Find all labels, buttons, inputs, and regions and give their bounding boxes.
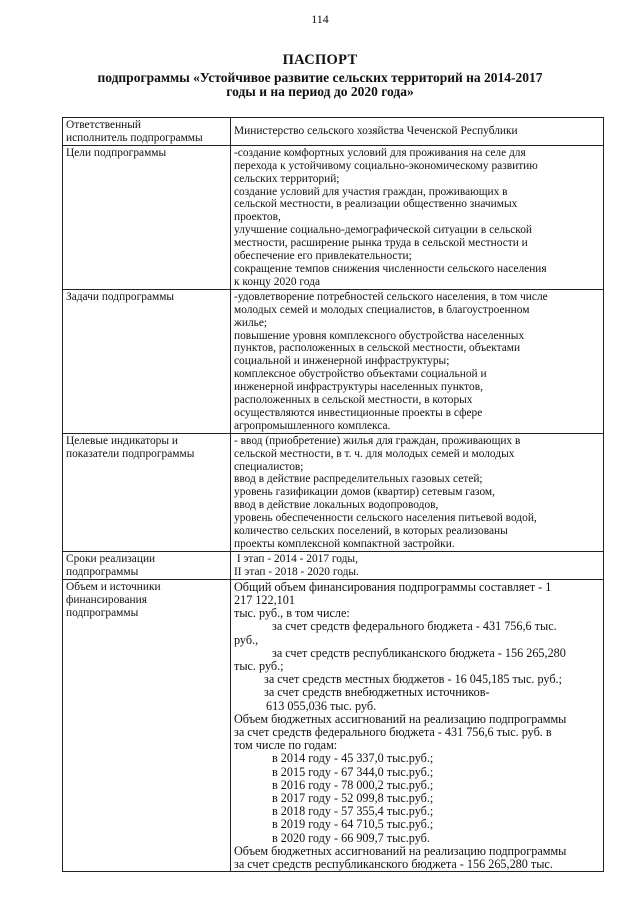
label-line: подпрограммы [66,565,139,578]
text-line: сельской местности, в реализации общественно значимых [234,198,518,211]
label-line: подпрограммы [66,606,139,619]
label-tasks [63,289,231,433]
text-line: создание условий для участия граждан, проживающих в [234,185,508,198]
text-line: уровень газификации домов (квартир) сетевым газом, [234,486,495,499]
content-funding [231,579,604,871]
row-responsible [63,118,604,146]
text-line: сельских территорий; [234,172,340,185]
text-line: социальной и инженерной инфраструктуры; [234,355,450,368]
text-line: к концу 2020 года [234,275,321,288]
text-line: специалистов; [234,460,304,473]
year-line: в 2019 году - 64 710,5 тыс.руб.; [272,818,434,832]
text-line: сокращение темпов снижения численности сельского населения [234,262,547,275]
text-line: агропромышленного комплекса. [234,419,391,432]
subtitle-line: подпрограммы «Устойчивое развитие сельских территорий на 2014-2017 [97,71,543,85]
document-title: ПАСПОРТ [282,52,358,68]
text-line: количество сельских поселений, в которых реализованы [234,525,508,538]
text-line: местности, расширение рынка труда в сельской местности и [234,237,528,250]
page-number: 114 [311,12,329,26]
label-line: Целевые индикаторы и [66,434,178,447]
text-line: уровень обеспеченности сельского населения питьевой водой, [234,512,537,525]
label-funding [63,579,231,871]
label-line: Объем и источники [66,580,161,593]
passport-table [62,117,604,872]
text-line: пунктов, расположенных в сельской местности, объектами [234,342,521,355]
text-line: проекты комплексной компактной застройки. [234,538,455,550]
text-line: улучшение социально-демографической ситуации в сельской [234,224,533,237]
document-subtitle [60,71,580,99]
content-goals [231,145,604,289]
text-line: инженерной инфраструктуры населенных пунктов, [234,381,483,394]
text-line: -удовлетворение потребностей сельского населения, в том числе [234,290,548,303]
text-line: осуществляются инвестиционные проекты в сфере [234,406,483,419]
row-funding [63,579,604,871]
text-line: том числе по годам: [234,739,338,753]
text-line: Объем бюджетных ассигнований на реализацию подпрограммы [234,712,567,726]
content-responsible [231,118,604,146]
text-line: ввод в действие распределительных газовых сетей; [234,473,483,486]
text-line: повышение уровня комплексного обустройства населенных [234,329,525,342]
text-line: обеспечение его привлекательности; [234,250,412,263]
text-line: Объем бюджетных ассигнований на реализацию подпрограммы [234,844,567,858]
text-line: -создание комфортных условий для проживания на селе для [234,146,526,159]
row-terms [63,551,604,579]
text-line: за счет средств федерального бюджета - 431 756,6 тыс. [272,620,557,634]
label-line: Сроки реализации [66,552,156,565]
text-line: 613 055,036 тыс. руб. [266,699,377,713]
text-line: проектов, [234,211,281,224]
text-line: ввод в действие локальных водопроводов, [234,499,439,512]
content-tasks [231,289,604,433]
label-line: показатели подпрограммы [66,447,195,460]
label-indicators [63,433,231,551]
text-line: перехода к устойчивому социально-экономическому развитию [234,159,538,172]
text-line: Общий объем финансирования подпрограммы составляет - 1 [234,580,552,594]
text-line: II этап - 2018 - 2020 годы. [234,565,359,578]
text-line: жилье; [234,316,268,329]
subtitle-line: годы и на период до 2020 года» [226,85,414,99]
label-line: Цели подпрограммы [66,146,167,159]
label-line: Ответственный [66,119,142,131]
text-line: комплексное обустройство объектами социальной и [234,368,487,381]
row-tasks [63,289,604,433]
label-line: исполнитель подпрограммы [66,131,203,144]
text-line: тыс. руб., в том числе: [234,607,350,621]
text-line: за счет средств внебюджетных источников- [264,686,490,700]
year-line: в 2017 году - 52 099,8 тыс.руб.; [272,791,434,805]
text-line: за счет средств республиканского бюджета - 156 265,280 [272,646,566,660]
year-line: в 2016 году - 78 000,2 тыс.руб.; [272,778,434,792]
text-line: за счет средств республиканского бюджета - 156 265,280 тыс. [234,857,553,871]
year-line: в 2014 году - 45 337,0 тыс.руб.; [272,752,434,766]
label-goals [63,145,231,289]
label-terms [63,551,231,579]
text-line: - ввод (приобретение) жилья для граждан, проживающих в [234,434,521,447]
text-line: сельской местности, в т. ч. для молодых семей и молодых [234,447,515,460]
label-line: финансирования [66,593,147,606]
text-line: за счет средств федерального бюджета - 431 756,6 тыс. руб. в [234,725,552,739]
text-line: расположенных в сельской местности, в которых [234,394,473,407]
text-line: I этап - 2014 - 2017 годы, [234,552,358,565]
label-line: Задачи подпрограммы [66,290,175,303]
label-responsible [63,118,231,146]
year-line: в 2015 году - 67 344,0 тыс.руб.; [272,765,434,779]
year-line: в 2018 году - 57 355,4 тыс.руб.; [272,805,434,819]
content-terms [231,551,604,579]
text-line: тыс. руб.; [234,659,284,673]
row-goals [63,145,604,289]
text-line: за счет средств местных бюджетов - 16 045,185 тыс. руб.; [264,673,562,687]
text-line: руб., [234,633,259,647]
text-line: 217 122,101 [234,593,295,607]
content-indicators [231,433,604,551]
text-line: молодых семей и молодых специалистов, в благоустроенном [234,303,530,316]
text-line: Министерство сельского хозяйства Чеченской Республики [234,125,518,138]
row-indicators [63,433,604,551]
year-line: в 2020 году - 66 909,7 тыс.руб. [272,831,430,845]
